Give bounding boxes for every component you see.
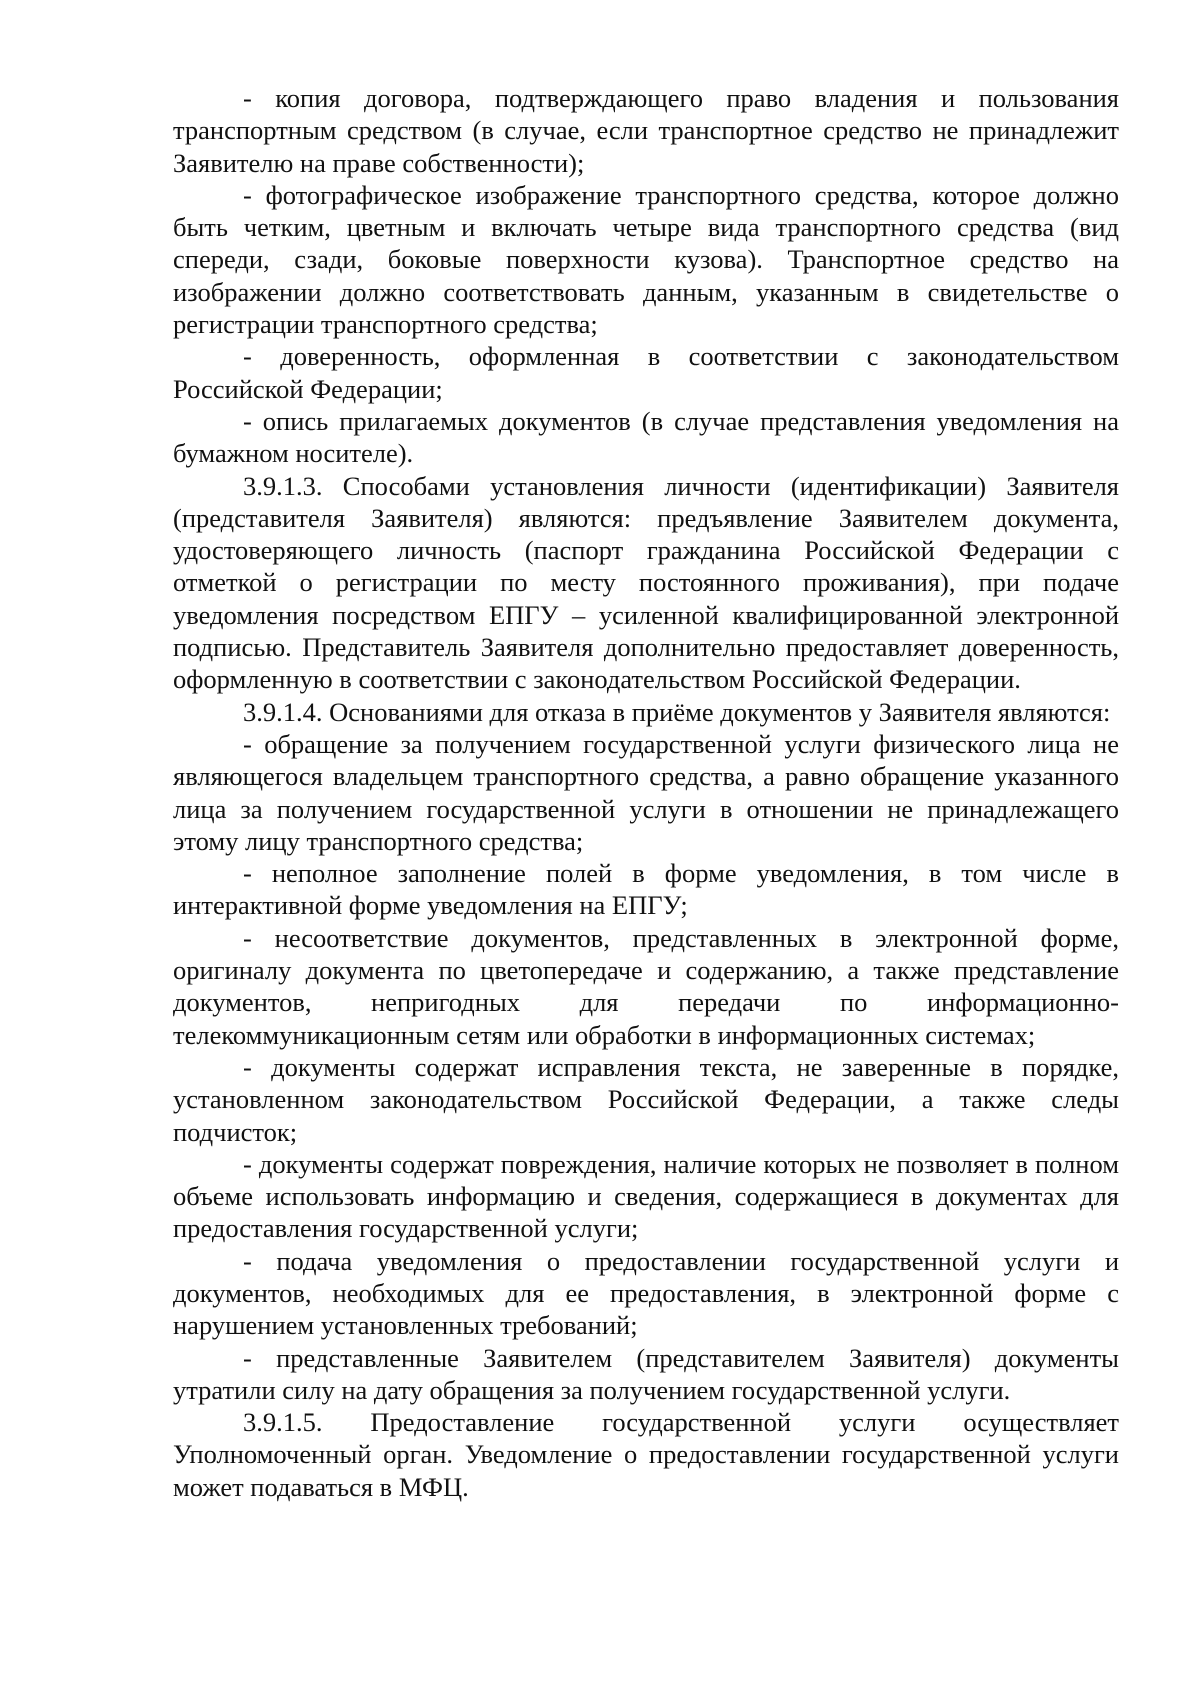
paragraph-refusal-corrections: - документы содержат исправления текста, не заверенные в порядке, установленном законодательством Российской Федерации, а также следы подчисток; — [173, 1051, 1119, 1147]
paragraph-document-inventory: - опись прилагаемых документов (в случае представления уведомления на бумажном носителе). — [173, 405, 1119, 469]
paragraph-service-provider: 3.9.1.5. Предоставление государственной услуги осуществляет Уполномоченный орган. Уведомление о предоставлении государственной услуги может подаваться в МФЦ. — [173, 1407, 1119, 1502]
paragraph-refusal-mismatch: - несоответствие документов, представленных в электронной форме, оригиналу документа по цветопередаче и содержанию, а также представление документов, непригодных для передачи по информационно-телекоммуникационным сетям или обработки в информационных системах; — [173, 922, 1119, 1050]
paragraph-refusal-electronic-violation: - подача уведомления о предоставлении государственной услуги и документов, необходимых для ее предоставления, в электронной форме с нарушением установленных требований; — [173, 1245, 1119, 1341]
paragraph-refusal-damage: - документы содержат повреждения, наличие которых не позволяет в полном объеме использовать информацию и сведения, содержащиеся в документах для предоставления государственной услуги; — [173, 1148, 1119, 1244]
paragraph-refusal-incomplete-form: - неполное заполнение полей в форме уведомления, в том числе в интерактивной форме уведомления на ЕПГУ; — [173, 858, 1119, 921]
paragraph-power-of-attorney: - доверенность, оформленная в соответствии с законодательством Российской Федерации; — [173, 341, 1119, 404]
paragraph-refusal-grounds-heading: 3.9.1.4. Основаниями для отказа в приёме документов у Заявителя являются: — [243, 696, 1111, 727]
paragraph-contract-copy: - копия договора, подтверждающего право владения и пользования транспортным средством (в случае, если транспортное средство не принадлежит Заявителю на праве собственности); — [173, 83, 1119, 178]
paragraph-vehicle-photo: - фотографическое изображение транспортного средства, которое должно быть четким, цветным и включать четыре вида транспортного средства (вид спереди, сзади, боковые поверхности кузова). Транспортное средство на изображении должно соответствовать данным, указанным в свидетельстве о регистрации транспортного средства; — [173, 179, 1119, 340]
paragraph-identification-methods: 3.9.1.3. Способами установления личности (идентификации) Заявителя (представителя Заявителя) являются: предъявление Заявителем документа, удостоверяющего личность (паспорт гражданина Российской Федерации с отметкой о регистрации по месту постоянного проживания), при подаче уведомления посредством ЕПГУ – усиленной квалифицированной электронной подписью. Представитель Заявителя дополнительно предоставляет доверенность, оформленную в соответствии с законодательством Российской Федерации. — [173, 470, 1119, 695]
paragraph-refusal-not-owner: - обращение за получением государственной услуги физического лица не являющегося владельцем транспортного средства, а равно обращение указанного лица за получением государственной услуги в отношении не принадлежащего этому лицу транспортного средства; — [173, 728, 1119, 856]
document-page — [173, 82, 1119, 1503]
paragraph-refusal-expired: - представленные Заявителем (представителем Заявителя) документы утратили силу на дату обращения за получением государственной услуги. — [173, 1342, 1119, 1405]
